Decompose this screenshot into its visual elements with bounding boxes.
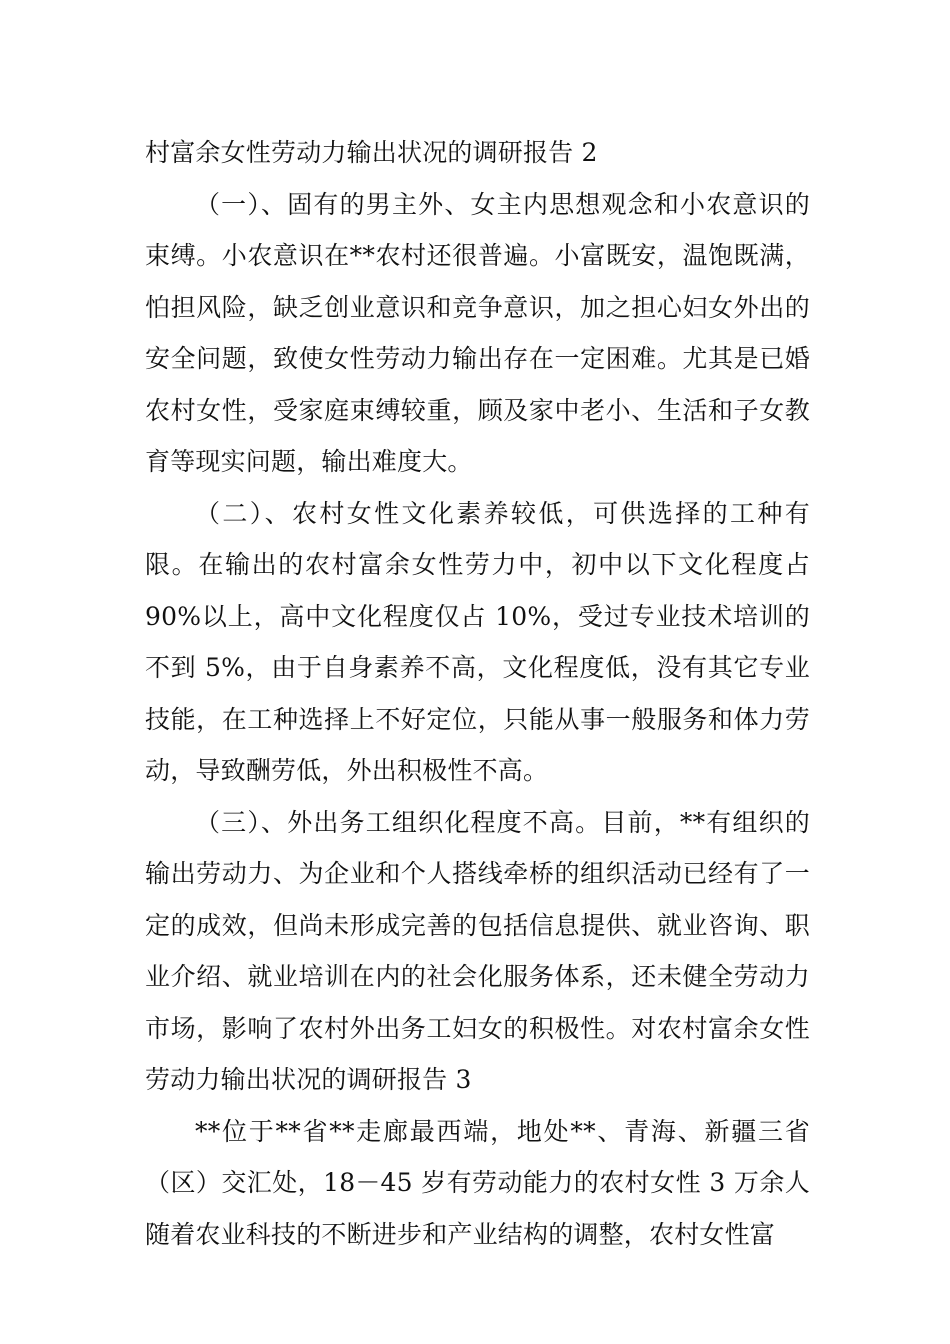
report-heading: 村富余女性劳动力输出状况的调研报告 2 [145, 138, 598, 167]
paragraph-education-level: （二）、农村女性文化素养较低，可供选择的工种有限。在输出的农村富余女性劳力中，初中以下文化程度占90%以上，高中文化程度仅占 10%，受过专业技术培训的不到 5%，由于自身素养不高，文化程度低，没有其它专业技能，在工种选择上不好定位，只能从事一般服务和体力劳动，导致酬劳低，外出积极性不高。 [145, 498, 810, 785]
paragraph-regional-overview: **位于**省**走廊最西端，地处**、青海、新疆三省（区）交汇处，18－45 岁有劳动能力的农村女性 3 万余人随着农业科技的不断进步和产业结构的调整，农村女性富 [145, 1116, 810, 1249]
paragraph-traditional-concepts: （一）、固有的男主外、女主内思想观念和小农意识的束缚。小农意识在**农村还很普遍。小富既安，温饱既满，怕担风险，缺乏创业意识和竞争意识，加之担心妇女外出的安全问题，致使女性劳动力输出存在一定困难。尤其是已婚农村女性，受家庭束缚较重，顾及家中老小、生活和子女教育等现实问题，输出难度大。 [145, 189, 810, 476]
document-body [145, 127, 810, 1260]
paragraph-organization-level: （三）、外出务工组织化程度不高。目前，**有组织的输出劳动力、为企业和个人搭线牵桥的组织活动已经有了一定的成效，但尚未形成完善的包括信息提供、就业咨询、职业介绍、就业培训在内的社会化服务体系，还未健全劳动力市场，影响了农村外出务工妇女的积极性。对农村富余女性劳动力输出状况的调研报告 3 [145, 807, 810, 1094]
